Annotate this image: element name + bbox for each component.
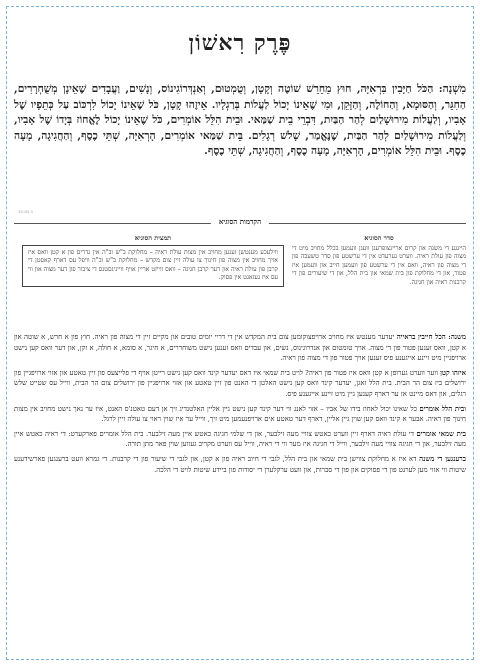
order-column xyxy=(292,234,466,287)
order-heading: סדר הסוגיא xyxy=(364,234,394,242)
paragraph-text: די עולת ראיה דארף זיין ווערט כאטש צוויי מעה זילבער, און די שלמי חגיגה כאטש איין מעה זילבער. בית הלל אומרים פארקערט: די ראיה כאטש איין מעה זילבער, און די חגיגה צוויי מעה זילבער, ווייל די חגיגה איז מער ווי די ראיה, ווייל עס ווערט מקריב געווען שוין פאר מתן תורה. xyxy=(14,429,466,449)
intro-section-bar xyxy=(14,217,466,229)
intro-columns xyxy=(14,234,466,326)
summary-box: ווילעכע מענטשן זענען מחויב אין מצות עולת ראיה – מחלוקת ב"ש וב"ה אין גדרים פון א קטן וואס איז אויך מחויב אין מצוה פון חינוך צו עולה זיין צום מקדש – מחלוקת ב"ש וב"ה וויפל עס דארף קאסטן די קרבן פון עולת ראיה און דער קרבן חגיגה – וואס ווייזט אריין אויף ווייניגסטנס די ציבור פון דער מצוה און ווי עס איז געזאגט אין פסוק. xyxy=(22,245,284,287)
mishna-label: מִשְׁנָה: xyxy=(438,83,466,95)
mishna-block xyxy=(14,82,466,160)
commentary-paragraph xyxy=(14,454,466,475)
mishna-text: הַכֹּל חַיָּבִין בִּרְאִיָּה, חוּץ מֵחֵרֵשׁ שׁוֹטֶה וְקָטָן, וְטֻמְטוּם, וְאַנְדְּרוֹגִינוֹס, וְנָשִׁים, וַעֲבָדִים שֶׁאֵינָן מְשֻׁחְרָרִים, הַחִגֵּר, וְהַסּוּמָא, וְהַחוֹלֶה, וְהַזָּקֵן, וּמִי שֶׁאֵינוֹ יָכוֹל לַעֲלוֹת בְּרַגְלָיו. אֵיזֶהוּ קָטָן, כֹּל שֶׁאֵינוֹ יָכוֹל לִרְכּוֹב עַל כְּתֵפָיו שֶׁל אָבִיו, וְלַעֲלוֹת מִירוּשָׁלַיִם לְהַר הַבַּיִת, דִּבְרֵי בֵית שַׁמַּאי. וּבֵית הִלֵּל אוֹמְרִים, כֹּל שֶׁאֵינוֹ יָכוֹל לֶאֱחוֹז בְּיָדוֹ שֶׁל אָבִיו, וְלַעֲלוֹת מִירוּשָׁלַיִם לְהַר הַבַּיִת, שֶׁנֶּאֱמַר, שָׁלֹשׁ רְגָלִים. בֵּית שַׁמַּאי אוֹמְרִים, הָרְאִיָּה, שְׁתֵּי כֶסֶף, וְהַחֲגִיגָה, מָעָה כֶסֶף. וּבֵית הִלֵּל אוֹמְרִים, הָרְאִיָּה, מָעָה כֶסֶף, וְהַחֲגִיגָה, שְׁתֵּי כֶסֶף. xyxy=(14,83,466,157)
summary-heading: תמצית הסוגיא xyxy=(134,234,172,242)
commentary-paragraph xyxy=(14,368,466,400)
document-page xyxy=(14,14,466,654)
commentary-body xyxy=(14,332,466,479)
page-marker: 10.83.1 xyxy=(18,209,34,214)
commentary-paragraph xyxy=(14,429,466,450)
paragraph-text: יעדער מענטש איז מחויב ארויפצוקומען צום בית המקדש אין די דריי יומים טובים און מקיים זיין די מצוה פון ראיה. חוץ פון א חרש, א שוטה און א קטן, וואס זענען פטור פון די מצוה. אויך טומטום און אנדרוגינוס, נשים, און עבדים וואס זענען נישט משוחררים, א חיגר, א סומא, א חולה, א זקן, און דער וואס קען נישט ארויפגיין מיט זיינע אייגענע פיס זענען אויך פטור פון די מצוה פון ראיה. xyxy=(14,333,466,363)
intro-section-label: הקדמות הסוגיא xyxy=(211,217,269,226)
paragraph-lead: איזהו קטן xyxy=(440,368,466,377)
paragraph-lead: ובית הלל אומרים xyxy=(419,404,466,413)
commentary-paragraph xyxy=(14,332,466,364)
paragraph-text: ווער ווערט גערופן א קטן וואס איז פטור פון ראיה? לויט בית שמאי איז דאס יעדער קינד וואס קען נישט רייטן אויף די פלייצעס פון זיין טאטע און אזוי ארויפגיין פון ירושלים ביז צום הר הבית. בית הלל זאגן, יעדער קינד וואס קען נישט האלטן די האנט פון זיין טאטע און אזוי ארויפגיין פון ירושלים צום הר הבית, ווייל עס שטייט שלש רגלים, און דאס מיינט אז ער דארף קענען גיין מיט זיינע אייגענע פיס. xyxy=(14,368,466,398)
paragraph-lead: ברענגען די משנה xyxy=(419,454,466,463)
chapter-title: פֶּרֶק רִאשׁוֹן xyxy=(188,30,292,56)
paragraph-text: כל שאינו יכול לאחוז בידו של אביו – אזוי לאנג ווי דער קינד קען נישט גיין אליין האלטנדיג זיך אן דעם טאטנ'ס האנט, איז ער נאך נישט מחויב אין מצות חינוך פון ראיה. אבער א קינד וואס קען שוין גיין אליין, דארף דער טאטע אים ארויפנעמען מיט זיך, ווייל ער איז שוין ראוי צו עולה זיין לרגל. xyxy=(14,404,466,424)
summary-column xyxy=(22,234,284,287)
paragraph-lead: משנה: הכל חייבין בראייה xyxy=(396,333,466,341)
paragraph-text: דא איז א מחלוקת צווישן בית שמאי און בית הלל, לגבי די חיוב ראיה פון א קטן, און לגבי די שיעור פון די קרבנות. די גמרא וועט ברענגען פארשידענע שיטות ווי אזוי מען לערנט פון די פסוקים און פון די סברות, און וועט ערקלערן די יסודות פון ביידע שיטות לויט די הלכה. xyxy=(14,454,466,474)
paragraph-lead: בית שמאי אומרים xyxy=(416,429,466,438)
commentary-paragraph xyxy=(14,404,466,425)
order-text: היינגע די משנה און קרום אריינצופרעגן וועגן וועמען בכלל מחויב מיט די מצוה פון עולת ראיה. ווערט גערעדט אין די ערשטע פון סדר טשעבה פון די מצוה פון ראיה, וואס אין די ערשטע פון וועמען חייב און וועמען איז פטור, און די מחלוקת פון בית שמאי און בית הלל, און די שיעורים פון די קרבנות ראיה און חגיגה. xyxy=(292,245,466,286)
